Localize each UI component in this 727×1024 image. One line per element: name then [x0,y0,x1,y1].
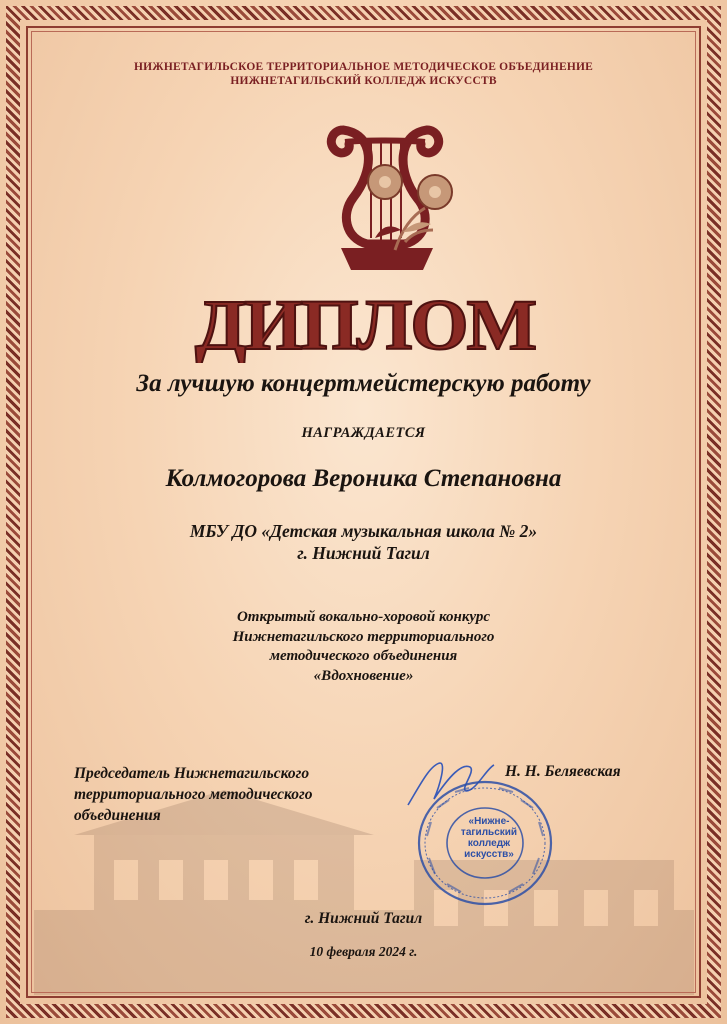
recipient-name: Колмогорова Вероника Степановна [165,465,562,492]
school-name: МБУ ДО «Детская музыкальная школа № 2» [189,521,538,541]
signatory-title [74,763,404,826]
footer-date: 10 февраля 2024 г. [309,944,418,959]
seal-line-2: тагильский [460,827,518,838]
contest-line-3: методического объединения [269,648,458,664]
signatory-title-line-1: Председатель Нижнетагильского [74,765,310,782]
diploma-title [190,283,540,363]
header-line-2: НИЖНЕТАГИЛЬСКИЙ КОЛЛЕДЖ ИСКУССТВ [230,75,497,87]
organization-header [60,60,667,88]
contest-info [40,608,687,686]
lyre-flower-emblem-icon [305,120,465,280]
seal-line-3: колледж [467,838,511,849]
signatory-title-line-3: объединения [74,807,161,824]
signatory-title-line-2: территориального методического [74,786,313,803]
seal-line-4: искусств» [464,849,514,860]
footer-city: г. Нижний Тагил [304,910,423,927]
school-info [40,520,687,564]
award-reason: За лучшую концертмейстерскую работу [136,370,591,397]
header-line-1: НИЖНЕТАГИЛЬСКОЕ ТЕРРИТОРИАЛЬНОЕ МЕТОДИЧЕСКОЕ ОБЪЕДИНЕНИЕ [134,61,593,73]
diploma-title-text: ДИПЛОМ [195,285,536,363]
signatory-name: Н. Н. Беляевская [505,763,621,780]
seal-line-1: «Нижне- [468,816,510,827]
contest-line-2: Нижнетагильского территориального [232,628,495,645]
awarded-label: НАГРАЖДАЕТСЯ [301,425,426,441]
seal-inner-text [454,816,524,860]
school-city: г. Нижний Тагил [297,543,430,563]
contest-line-4: «Вдохновение» [313,667,414,684]
contest-line-1: Открытый вокально-хоровой конкурс [236,609,491,625]
